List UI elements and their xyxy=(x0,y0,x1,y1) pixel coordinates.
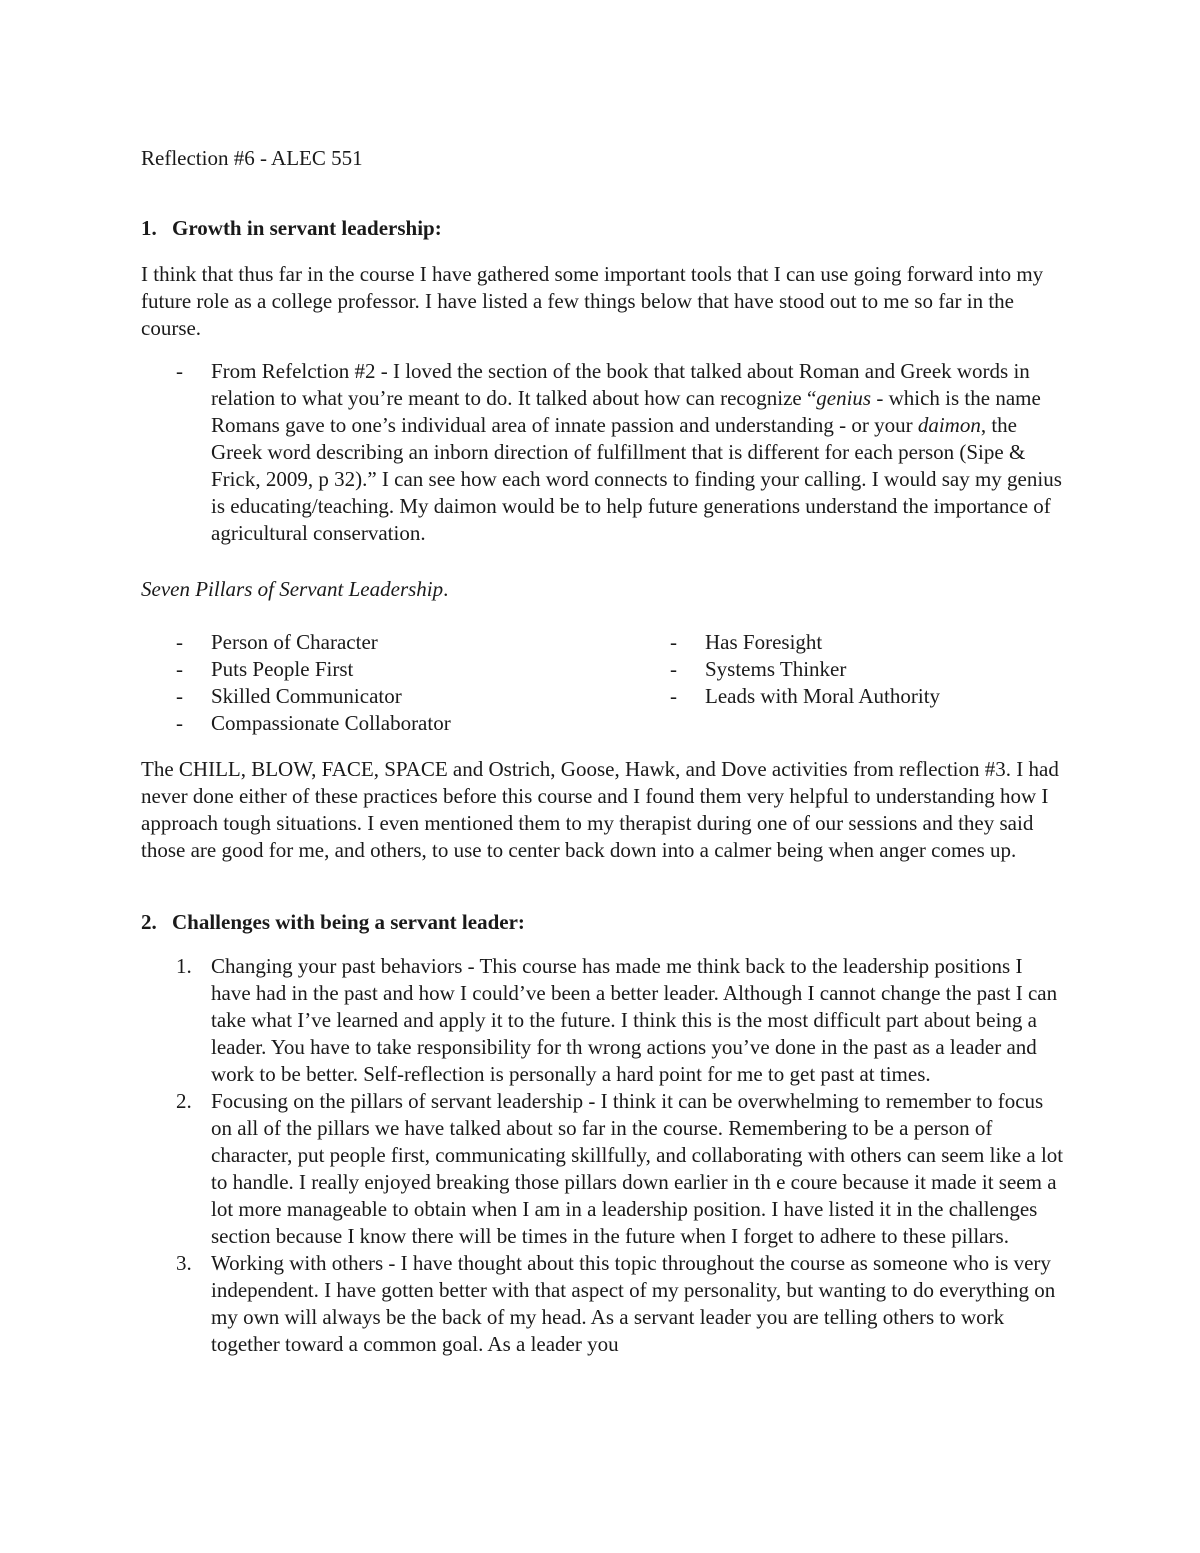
bullet-text-part3: , the Greek word describing an inborn direction of fulfillment that is different for each person (Sipe & Frick, 2009, p 32).” I can see how each word connects to finding your calling. I would say my genius is educating/teaching. My daimon would be to help future generations understand the importance of agricultural conservation. xyxy=(211,413,1062,545)
pillar-label: Skilled Communicator xyxy=(211,684,402,708)
challenge-number: 2. xyxy=(176,1089,192,1113)
pillar-item xyxy=(176,629,626,656)
dash-marker: - xyxy=(176,684,183,708)
section-1-closing: The CHILL, BLOW, FACE, SPACE and Ostrich, Goose, Hawk, and Dove activities from reflection #3. I had never done either of these practices before this course and I found them very helpful to understanding how I approach tough situations. I even mentioned them to my therapist during one of our sessions and they said those are good for me, and others, to use to center back down into a calmer being when anger comes up. xyxy=(141,757,1059,862)
pillar-item xyxy=(670,656,1070,683)
genius-term: genius xyxy=(816,386,872,410)
reflection-bullet xyxy=(176,358,1066,547)
challenge-item xyxy=(176,1088,1066,1250)
pillars-heading xyxy=(141,576,448,603)
section-1-heading xyxy=(141,215,442,242)
pillar-item xyxy=(670,629,1070,656)
section-2-number: 2. xyxy=(141,910,157,934)
challenge-text: Focusing on the pillars of servant leadership - I think it can be overwhelming to remember to focus on all of the pillars we have talked about so far in the course. Remembering to be a person of character, put people first, communicating skillfully, and collaborating with others can seem like a lot to handle. I really enjoyed breaking those pillars down earlier in th e coure because it made it seem a lot more manageable to obtain when I am in a leadership position. I have listed it in the challenges section because I know there will be times in the future when I forget to adhere to these pillars. xyxy=(211,1089,1064,1248)
challenge-number: 1. xyxy=(176,954,192,978)
dash-marker: - xyxy=(176,630,183,654)
dash-marker: - xyxy=(670,684,677,708)
section-2-heading xyxy=(141,909,525,936)
pillars-heading-text: Seven Pillars of Servant Leadership xyxy=(141,577,444,601)
dash-marker: - xyxy=(176,359,183,383)
pillar-label: Person of Character xyxy=(211,630,378,654)
reflection-bullet-list xyxy=(176,358,1066,547)
pillar-label: Systems Thinker xyxy=(705,657,847,681)
dash-marker: - xyxy=(670,630,677,654)
challenges-list xyxy=(176,953,1066,1358)
pillar-label: Has Foresight xyxy=(705,630,823,654)
pillar-item xyxy=(670,683,1070,710)
section-1-heading-text: Growth in servant leadership: xyxy=(172,216,442,240)
section-2-heading-text: Challenges with being a servant leader: xyxy=(172,910,525,934)
pillar-label: Compassionate Collaborator xyxy=(211,711,451,735)
challenge-item xyxy=(176,953,1066,1088)
section-1-intro: I think that thus far in the course I have gathered some important tools that I can use going forward into my future role as a college professor. I have listed a few things below that have stood out to me so far in the course. xyxy=(141,262,1044,340)
bullet-text-part2: - which is the name Romans gave to one’s individual area of innate passion and understanding - or your xyxy=(211,386,1041,437)
pillar-item xyxy=(176,683,626,710)
challenge-text: Working with others - I have thought about this topic throughout the course as someone who is very independent. I have gotten better with that aspect of my personality, but wanting to do everything on my own will always be the back of my head. As a servant leader you are telling others to work together toward a common goal. As a leader you xyxy=(211,1251,1056,1356)
challenge-number: 3. xyxy=(176,1251,192,1275)
challenge-text: Changing your past behaviors - This course has made me think back to the leadership positions I have had in the past and how I could’ve been a better leader. Although I cannot change the past I can take what I’ve learned and apply it to the future. I think this is the most difficult part about being a leader. You have to take responsibility for th wrong actions you’ve done in the past as a leader and work to be better. Self-reflection is personally a hard point for me to get past at times. xyxy=(211,954,1058,1086)
dash-marker: - xyxy=(176,711,183,735)
challenge-item xyxy=(176,1250,1066,1358)
dash-marker: - xyxy=(176,657,183,681)
daimon-term: daimon xyxy=(917,413,981,437)
pillar-label: Leads with Moral Authority xyxy=(705,684,941,708)
bullet-text-part1: From Refelction #2 - I loved the section of the book that talked about Roman and Greek words in relation to what you’re meant to do. It talked about how can recognize “ xyxy=(211,359,1030,410)
pillar-item xyxy=(176,656,626,683)
pillars-list-right xyxy=(670,629,1070,710)
dash-marker: - xyxy=(670,657,677,681)
document-title: Reflection #6 - ALEC 551 xyxy=(141,146,363,170)
pillars-heading-period: . xyxy=(443,577,449,601)
pillar-item xyxy=(176,710,626,737)
pillars-list-left xyxy=(176,629,626,737)
section-1-number: 1. xyxy=(141,216,157,240)
pillar-label: Puts People First xyxy=(211,657,354,681)
